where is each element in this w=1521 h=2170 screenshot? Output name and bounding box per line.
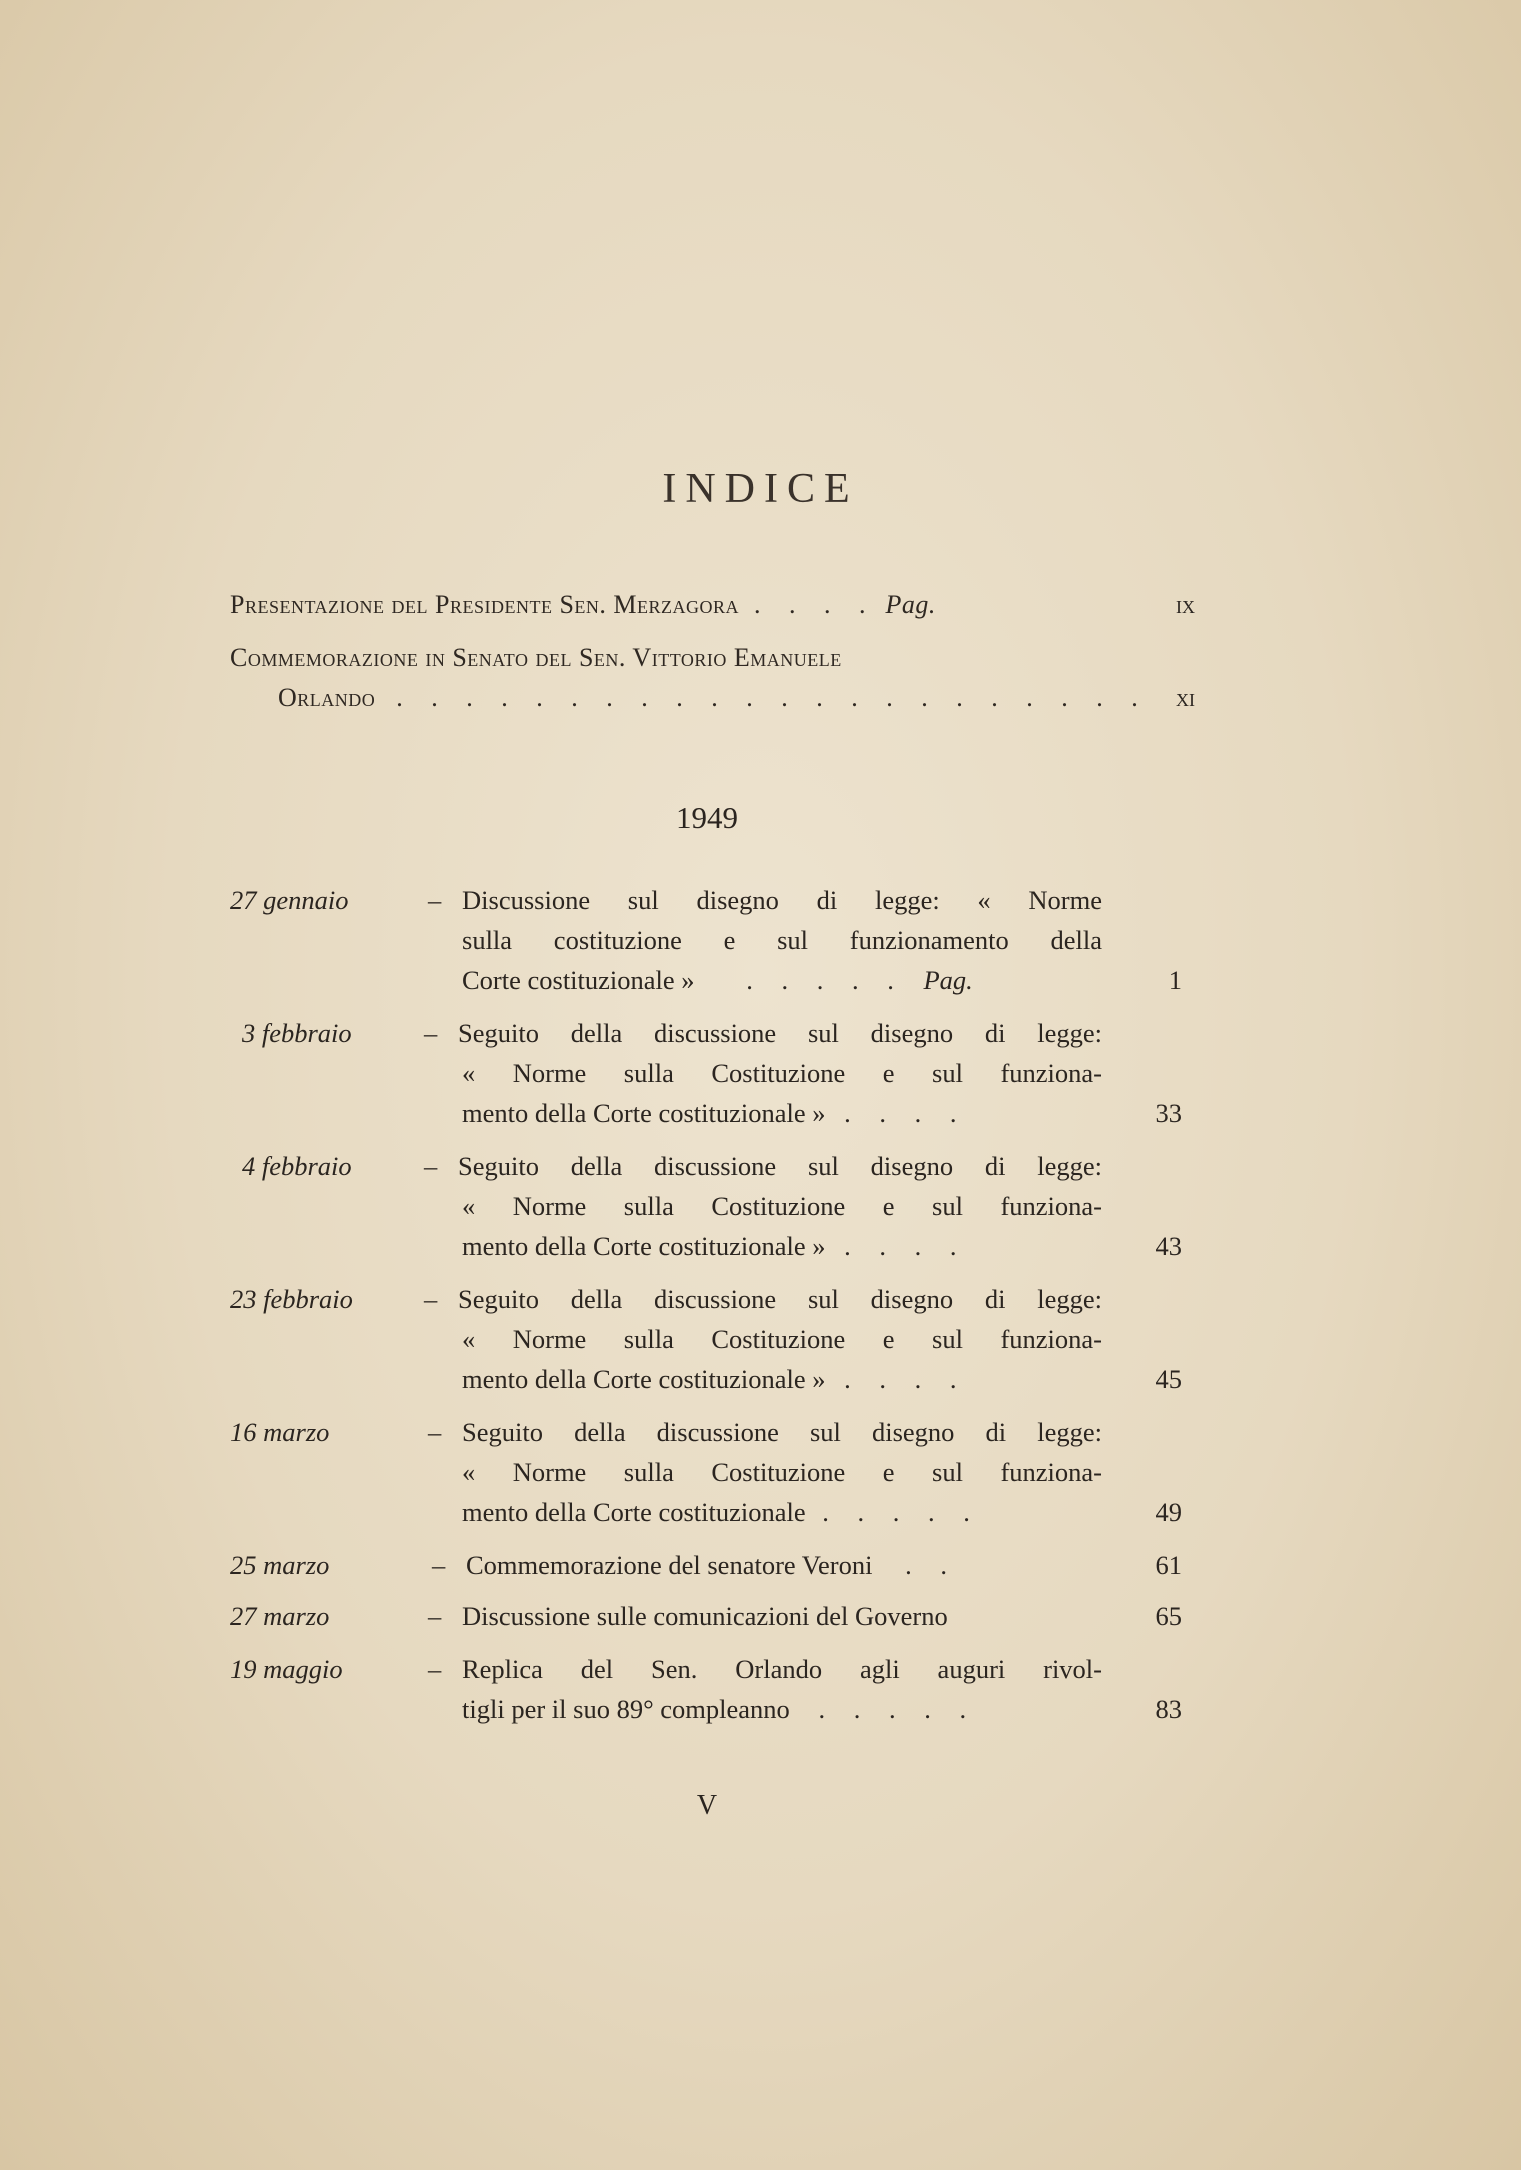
- entry-text-line: Discussione sul disegno di legge: « Norme: [462, 885, 1102, 915]
- entry-date: 23 febbraio: [230, 1284, 353, 1314]
- entry-text-line: « Norme sulla Costituzione e sul funziona-: [462, 1457, 1102, 1487]
- entry-text: Commemorazione del senatore Veroni: [466, 1550, 873, 1580]
- entry-text-line-last: [462, 965, 1102, 996]
- front-matter-text: Orlando: [278, 683, 376, 712]
- entry-date: 27 gennaio: [230, 885, 349, 915]
- entry-page-number: 33: [1155, 1098, 1182, 1128]
- entry-date: 19 maggio: [230, 1654, 343, 1684]
- entry-date: 16 marzo: [230, 1417, 330, 1447]
- entry-text-line: « Norme sulla Costituzione e sul funziona-: [462, 1058, 1102, 1088]
- front-matter-page-number: ix: [1176, 590, 1195, 619]
- entry-text-line-last: [462, 1364, 1102, 1395]
- entry-text-line: Seguito della discussione sul disegno di legge:: [462, 1417, 1102, 1447]
- leader-dots: . . . .: [844, 1098, 968, 1128]
- entry-dash: –: [424, 1018, 438, 1048]
- entry-dash: –: [432, 1550, 446, 1580]
- leader-dots: . .: [905, 1550, 958, 1580]
- entry-text: mento della Corte costituzionale: [462, 1497, 806, 1527]
- entry-dash: –: [424, 1151, 438, 1181]
- front-matter-item-presentazione: [230, 590, 936, 620]
- entry-page-number: 43: [1155, 1231, 1182, 1261]
- front-matter-page-number: xi: [1176, 683, 1195, 712]
- leader-dots: . . . .: [754, 590, 877, 619]
- entry-text-line-last: [462, 1231, 1102, 1262]
- pag-label: Pag.: [885, 590, 936, 619]
- entry-date: 27 marzo: [230, 1601, 330, 1631]
- entry-date: 4 febbraio: [242, 1151, 352, 1181]
- entry-dash: –: [428, 1417, 442, 1447]
- year-heading: 1949: [676, 800, 738, 835]
- entry-text: Discussione sulle comunicazioni del Governo: [462, 1601, 948, 1631]
- entry-text-line: sulla costituzione e sul funzionamento della: [462, 925, 1102, 955]
- entry-text-line-last: [462, 1098, 1102, 1129]
- entry-text-line: « Norme sulla Costituzione e sul funziona-: [462, 1324, 1102, 1354]
- leader-dots: . . . .: [844, 1364, 968, 1394]
- entry-text-line-last: [466, 1550, 1106, 1581]
- page-title: INDICE: [662, 466, 859, 512]
- front-matter-item-commemorazione-cont: [278, 683, 1149, 713]
- leader-dots: . . . . .: [818, 1694, 978, 1724]
- entry-text-line: « Norme sulla Costituzione e sul funziona-: [462, 1191, 1102, 1221]
- entry-text-line: Replica del Sen. Orlando agli auguri rivol-: [462, 1654, 1102, 1684]
- entry-text-line-last: [462, 1601, 1102, 1632]
- entry-text: mento della Corte costituzionale »: [462, 1231, 826, 1261]
- entry-page-number: 45: [1155, 1364, 1182, 1394]
- entry-text: Corte costituzionale »: [462, 965, 695, 995]
- leader-dots: . . . . .: [822, 1497, 981, 1527]
- entry-text-line: Seguito della discussione sul disegno di legge:: [458, 1284, 1102, 1314]
- entry-dash: –: [428, 1654, 442, 1684]
- entry-page-number: 49: [1155, 1497, 1182, 1527]
- entry-text-line: Seguito della discussione sul disegno di legge:: [458, 1151, 1102, 1181]
- page-folio: V: [696, 1790, 718, 1821]
- leader-dots: . . . .: [844, 1231, 968, 1261]
- entry-dash: –: [428, 885, 442, 915]
- leader-dots: . . . . .: [746, 965, 905, 995]
- front-matter-item-commemorazione: Commemorazione in Senato del Sen. Vittorio Emanuele: [230, 643, 842, 672]
- entry-dash: –: [428, 1601, 442, 1631]
- front-matter-text: Presentazione del Presidente Sen. Merzagora: [230, 590, 740, 619]
- entry-page-number: 61: [1155, 1550, 1182, 1580]
- entry-page-number: 83: [1155, 1694, 1182, 1724]
- entry-text-line: Seguito della discussione sul disegno di legge:: [458, 1018, 1102, 1048]
- entry-text: tigli per il suo 89° compleanno: [462, 1694, 790, 1724]
- entry-text: mento della Corte costituzionale »: [462, 1098, 826, 1128]
- entry-dash: –: [424, 1284, 438, 1314]
- entry-text-line-last: [462, 1497, 1102, 1528]
- entry-text: mento della Corte costituzionale »: [462, 1364, 826, 1394]
- leader-dots: . . . . . . . . . . . . . . . . . . . . . .: [396, 683, 1149, 712]
- pag-label: Pag.: [923, 965, 973, 995]
- entry-text-line-last: [462, 1694, 1102, 1725]
- entry-date: 25 marzo: [230, 1550, 330, 1580]
- entry-page-number: 65: [1155, 1601, 1182, 1631]
- entry-date: 3 febbraio: [242, 1018, 352, 1048]
- entry-page-number: 1: [1168, 965, 1182, 995]
